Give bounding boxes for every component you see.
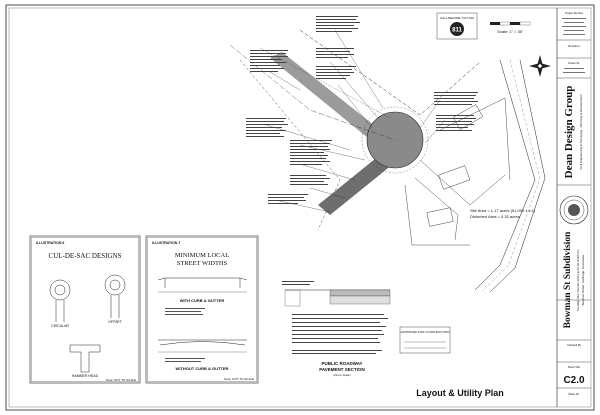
checked-by-label: Checked By bbox=[567, 344, 581, 347]
call-box-number: 811 bbox=[452, 27, 462, 34]
revisions-label: Revisions bbox=[568, 45, 580, 48]
illustration-6-title: CUL-DE-SAC DESIGNS bbox=[48, 252, 122, 260]
north-arrow-icon bbox=[529, 55, 551, 77]
engineer-seal-icon bbox=[560, 196, 588, 224]
project-location: Bowman Street, Carthage, Tennessee bbox=[581, 254, 585, 306]
scale-text: Scale: 1" = 30' bbox=[497, 29, 523, 34]
call-before-dig-badge bbox=[437, 13, 477, 39]
disturbed-area-text: Disturbed Area = 0.32 acres bbox=[470, 214, 520, 219]
firm-name: Dean Design Group bbox=[563, 85, 575, 179]
approval-box bbox=[400, 327, 450, 353]
illustration-7-note: Note: NOT TO SCALE bbox=[224, 377, 254, 381]
illustration-7-title-1: MINIMUM LOCAL bbox=[174, 252, 230, 259]
without-curb-label: WITHOUT CURB & GUTTER bbox=[175, 366, 229, 371]
title-block bbox=[557, 8, 591, 407]
site-plan bbox=[230, 13, 551, 292]
project-number-label: Project Number bbox=[564, 12, 584, 15]
illustration-6-note: Note: NOT TO SCALE bbox=[106, 378, 136, 382]
sheet-no-label: Sheet No. bbox=[568, 393, 580, 396]
hammer-head-label: HAMMER HEAD bbox=[71, 374, 99, 378]
sheet-number: C2.0 bbox=[563, 375, 585, 386]
illustration-6-tag: ILLUSTRATION 6 bbox=[36, 241, 65, 245]
approval-label: APPROVED FOR CONSTRUCTION bbox=[400, 330, 450, 334]
circular-label: CIRCULAR bbox=[51, 324, 69, 328]
site-area-text: Site Area = 1.17 acres (51,000 ± s.f.) bbox=[470, 208, 536, 213]
pavement-section bbox=[282, 281, 390, 377]
pavement-subtitle: (Not to Scale) bbox=[333, 373, 351, 377]
project-name: Bowman St Subdivision bbox=[563, 231, 573, 329]
pavement-title-2: PAVEMENT SECTION bbox=[319, 367, 365, 372]
sheet-title-label: Sheet Title bbox=[567, 366, 581, 369]
illustration-6 bbox=[30, 236, 140, 383]
scale-bar bbox=[490, 22, 530, 34]
pavement-title-1: PUBLIC ROADWAY bbox=[321, 361, 363, 366]
illustration-7-tag: ILLUSTRATION 7 bbox=[152, 241, 181, 245]
with-curb-label: WITH CURB & GUTTER bbox=[179, 298, 225, 303]
drawn-by-label: Drawn By bbox=[568, 62, 580, 65]
offset-label: OFFSET bbox=[108, 320, 122, 324]
firm-subtitle: Civil Engineering & Surveying · Planning & Development bbox=[579, 94, 583, 170]
sheet-title: Layout & Utility Plan bbox=[416, 388, 504, 398]
call-box-label: CALL BEFORE YOU DIG bbox=[439, 16, 475, 20]
project-subtitle: Tax Map 042, Parcels 10.01 & 10.02 Smith Co. bbox=[576, 248, 580, 312]
illustration-7 bbox=[146, 236, 258, 383]
illustration-7-title-2: STREET WIDTHS bbox=[176, 260, 228, 267]
